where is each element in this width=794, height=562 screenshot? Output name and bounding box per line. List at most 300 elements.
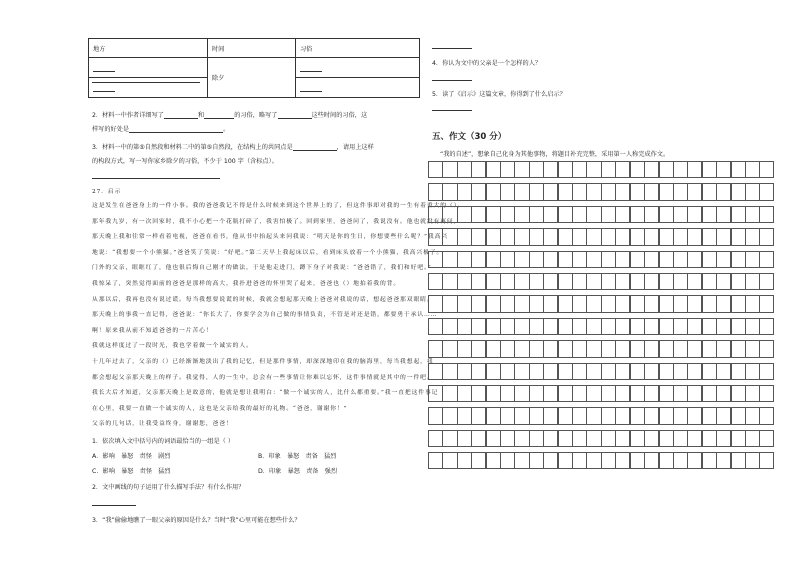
grid-cell[interactable]: [745, 183, 760, 200]
grid-cell[interactable]: [442, 228, 457, 245]
grid-cell[interactable]: [759, 295, 774, 312]
grid-cell[interactable]: [745, 385, 760, 402]
grid-cell[interactable]: [529, 273, 544, 290]
grid-cell[interactable]: [486, 452, 501, 469]
grid-cell[interactable]: [702, 407, 717, 424]
grid-cell[interactable]: [745, 363, 760, 380]
grid-cell[interactable]: [428, 251, 443, 268]
grid-cell[interactable]: [500, 228, 515, 245]
grid-cell[interactable]: [615, 385, 630, 402]
grid-cell[interactable]: [630, 161, 645, 178]
grid-cell[interactable]: [514, 273, 529, 290]
grid-cell[interactable]: [745, 251, 760, 268]
grid-cell[interactable]: [745, 430, 760, 447]
grid-cell[interactable]: [514, 206, 529, 223]
grid-cell[interactable]: [745, 273, 760, 290]
grid-cell[interactable]: [514, 228, 529, 245]
grid-cell[interactable]: [673, 430, 688, 447]
grid-cell[interactable]: [514, 183, 529, 200]
grid-cell[interactable]: [759, 385, 774, 402]
grid-cell[interactable]: [558, 295, 573, 312]
grid-cell[interactable]: [514, 340, 529, 357]
grid-cell[interactable]: [716, 452, 731, 469]
grid-cell[interactable]: [759, 430, 774, 447]
grid-cell[interactable]: [673, 363, 688, 380]
grid-cell[interactable]: [731, 206, 746, 223]
grid-cell[interactable]: [543, 452, 558, 469]
grid-cell[interactable]: [586, 363, 601, 380]
grid-cell[interactable]: [687, 183, 702, 200]
grid-cell[interactable]: [673, 161, 688, 178]
grid-cell[interactable]: [514, 161, 529, 178]
grid-cell[interactable]: [500, 340, 515, 357]
grid-cell[interactable]: [731, 340, 746, 357]
grid-cell[interactable]: [500, 385, 515, 402]
grid-cell[interactable]: [543, 183, 558, 200]
grid-cell[interactable]: [558, 161, 573, 178]
grid-cell[interactable]: [500, 407, 515, 424]
grid-cell[interactable]: [644, 251, 659, 268]
grid-cell[interactable]: [572, 183, 587, 200]
grid-cell[interactable]: [529, 407, 544, 424]
grid-cell[interactable]: [514, 452, 529, 469]
grid-cell[interactable]: [442, 206, 457, 223]
grid-cell[interactable]: [428, 206, 443, 223]
grid-cell[interactable]: [572, 385, 587, 402]
grid-cell[interactable]: [687, 385, 702, 402]
grid-cell[interactable]: [428, 318, 443, 335]
grid-cell[interactable]: [558, 183, 573, 200]
grid-cell[interactable]: [659, 318, 674, 335]
grid-cell[interactable]: [673, 385, 688, 402]
grid-cell[interactable]: [702, 206, 717, 223]
grid-cell[interactable]: [529, 430, 544, 447]
grid-cell[interactable]: [673, 183, 688, 200]
grid-cell[interactable]: [659, 407, 674, 424]
grid-cell[interactable]: [500, 318, 515, 335]
grid-cell[interactable]: [601, 340, 616, 357]
grid-cell[interactable]: [630, 407, 645, 424]
grid-cell[interactable]: [486, 385, 501, 402]
grid-cell[interactable]: [586, 407, 601, 424]
grid-cell[interactable]: [745, 206, 760, 223]
grid-cell[interactable]: [428, 385, 443, 402]
grid-cell[interactable]: [442, 161, 457, 178]
grid-cell[interactable]: [759, 183, 774, 200]
grid-cell[interactable]: [644, 228, 659, 245]
grid-cell[interactable]: [630, 452, 645, 469]
grid-cell[interactable]: [644, 183, 659, 200]
grid-cell[interactable]: [471, 228, 486, 245]
grid-cell[interactable]: [471, 407, 486, 424]
grid-cell[interactable]: [442, 340, 457, 357]
grid-cell[interactable]: [457, 228, 472, 245]
grid-cell[interactable]: [428, 452, 443, 469]
grid-cell[interactable]: [659, 251, 674, 268]
grid-cell[interactable]: [759, 340, 774, 357]
grid-cell[interactable]: [558, 340, 573, 357]
grid-cell[interactable]: [731, 273, 746, 290]
grid-cell[interactable]: [471, 206, 486, 223]
grid-cell[interactable]: [702, 161, 717, 178]
grid-cell[interactable]: [630, 430, 645, 447]
grid-cell[interactable]: [514, 363, 529, 380]
grid-cell[interactable]: [731, 385, 746, 402]
grid-cell[interactable]: [514, 430, 529, 447]
grid-cell[interactable]: [486, 161, 501, 178]
grid-cell[interactable]: [457, 206, 472, 223]
grid-cell[interactable]: [601, 183, 616, 200]
grid-cell[interactable]: [687, 318, 702, 335]
grid-cell[interactable]: [745, 452, 760, 469]
grid-cell[interactable]: [586, 295, 601, 312]
grid-cell[interactable]: [572, 206, 587, 223]
grid-cell[interactable]: [673, 340, 688, 357]
grid-cell[interactable]: [543, 228, 558, 245]
grid-cell[interactable]: [586, 206, 601, 223]
grid-cell[interactable]: [471, 273, 486, 290]
grid-cell[interactable]: [543, 295, 558, 312]
grid-cell[interactable]: [514, 407, 529, 424]
grid-cell[interactable]: [630, 228, 645, 245]
essay-grid[interactable]: [428, 161, 774, 474]
grid-cell[interactable]: [731, 452, 746, 469]
grid-cell[interactable]: [457, 295, 472, 312]
grid-cell[interactable]: [601, 273, 616, 290]
grid-cell[interactable]: [428, 273, 443, 290]
grid-cell[interactable]: [745, 340, 760, 357]
grid-cell[interactable]: [615, 407, 630, 424]
grid-cell[interactable]: [673, 228, 688, 245]
grid-cell[interactable]: [529, 452, 544, 469]
grid-cell[interactable]: [428, 161, 443, 178]
grid-cell[interactable]: [471, 452, 486, 469]
grid-cell[interactable]: [428, 340, 443, 357]
grid-cell[interactable]: [457, 430, 472, 447]
grid-cell[interactable]: [457, 407, 472, 424]
grid-cell[interactable]: [572, 273, 587, 290]
grid-cell[interactable]: [586, 385, 601, 402]
grid-cell[interactable]: [572, 407, 587, 424]
grid-cell[interactable]: [486, 363, 501, 380]
grid-cell[interactable]: [558, 363, 573, 380]
grid-cell[interactable]: [716, 295, 731, 312]
grid-cell[interactable]: [428, 228, 443, 245]
grid-cell[interactable]: [486, 183, 501, 200]
grid-cell[interactable]: [543, 273, 558, 290]
grid-cell[interactable]: [586, 161, 601, 178]
grid-cell[interactable]: [731, 228, 746, 245]
grid-cell[interactable]: [759, 407, 774, 424]
grid-cell[interactable]: [644, 318, 659, 335]
grid-cell[interactable]: [687, 407, 702, 424]
grid-cell[interactable]: [457, 183, 472, 200]
grid-cell[interactable]: [687, 295, 702, 312]
grid-cell[interactable]: [702, 340, 717, 357]
grid-cell[interactable]: [471, 318, 486, 335]
grid-cell[interactable]: [702, 318, 717, 335]
grid-cell[interactable]: [659, 228, 674, 245]
grid-cell[interactable]: [630, 206, 645, 223]
grid-cell[interactable]: [702, 430, 717, 447]
grid-cell[interactable]: [500, 295, 515, 312]
grid-cell[interactable]: [630, 318, 645, 335]
grid-cell[interactable]: [716, 363, 731, 380]
grid-cell[interactable]: [529, 206, 544, 223]
grid-cell[interactable]: [529, 385, 544, 402]
grid-cell[interactable]: [716, 206, 731, 223]
grid-cell[interactable]: [572, 295, 587, 312]
grid-cell[interactable]: [687, 206, 702, 223]
grid-cell[interactable]: [486, 228, 501, 245]
grid-cell[interactable]: [644, 295, 659, 312]
grid-cell[interactable]: [457, 251, 472, 268]
grid-cell[interactable]: [644, 161, 659, 178]
grid-cell[interactable]: [702, 363, 717, 380]
grid-cell[interactable]: [471, 430, 486, 447]
grid-cell[interactable]: [572, 430, 587, 447]
grid-cell[interactable]: [529, 340, 544, 357]
grid-cell[interactable]: [572, 161, 587, 178]
grid-cell[interactable]: [514, 251, 529, 268]
grid-cell[interactable]: [687, 273, 702, 290]
grid-cell[interactable]: [759, 228, 774, 245]
grid-cell[interactable]: [659, 161, 674, 178]
grid-cell[interactable]: [745, 407, 760, 424]
grid-cell[interactable]: [442, 273, 457, 290]
grid-cell[interactable]: [759, 318, 774, 335]
grid-cell[interactable]: [615, 273, 630, 290]
grid-cell[interactable]: [601, 430, 616, 447]
grid-cell[interactable]: [500, 206, 515, 223]
grid-cell[interactable]: [630, 251, 645, 268]
grid-cell[interactable]: [731, 161, 746, 178]
grid-cell[interactable]: [630, 183, 645, 200]
grid-cell[interactable]: [615, 206, 630, 223]
grid-cell[interactable]: [702, 183, 717, 200]
grid-cell[interactable]: [615, 363, 630, 380]
grid-cell[interactable]: [558, 251, 573, 268]
grid-cell[interactable]: [630, 363, 645, 380]
grid-cell[interactable]: [601, 385, 616, 402]
grid-cell[interactable]: [659, 452, 674, 469]
grid-cell[interactable]: [586, 251, 601, 268]
grid-cell[interactable]: [500, 183, 515, 200]
grid-cell[interactable]: [615, 183, 630, 200]
grid-cell[interactable]: [529, 251, 544, 268]
grid-cell[interactable]: [486, 407, 501, 424]
grid-cell[interactable]: [586, 228, 601, 245]
grid-cell[interactable]: [514, 318, 529, 335]
grid-cell[interactable]: [514, 295, 529, 312]
grid-cell[interactable]: [457, 340, 472, 357]
grid-cell[interactable]: [716, 318, 731, 335]
grid-cell[interactable]: [543, 340, 558, 357]
grid-cell[interactable]: [558, 273, 573, 290]
grid-cell[interactable]: [716, 385, 731, 402]
grid-cell[interactable]: [572, 452, 587, 469]
grid-cell[interactable]: [759, 161, 774, 178]
grid-cell[interactable]: [457, 385, 472, 402]
grid-cell[interactable]: [558, 228, 573, 245]
grid-cell[interactable]: [558, 206, 573, 223]
grid-cell[interactable]: [601, 407, 616, 424]
grid-cell[interactable]: [702, 452, 717, 469]
grid-cell[interactable]: [630, 295, 645, 312]
grid-cell[interactable]: [716, 183, 731, 200]
grid-cell[interactable]: [702, 385, 717, 402]
grid-cell[interactable]: [543, 161, 558, 178]
grid-cell[interactable]: [586, 273, 601, 290]
grid-cell[interactable]: [659, 340, 674, 357]
grid-cell[interactable]: [457, 161, 472, 178]
grid-cell[interactable]: [486, 318, 501, 335]
grid-cell[interactable]: [687, 452, 702, 469]
grid-cell[interactable]: [586, 318, 601, 335]
grid-cell[interactable]: [716, 340, 731, 357]
grid-cell[interactable]: [716, 430, 731, 447]
grid-cell[interactable]: [457, 318, 472, 335]
grid-cell[interactable]: [615, 228, 630, 245]
grid-cell[interactable]: [731, 183, 746, 200]
grid-cell[interactable]: [572, 363, 587, 380]
grid-cell[interactable]: [428, 407, 443, 424]
grid-cell[interactable]: [529, 161, 544, 178]
grid-cell[interactable]: [558, 452, 573, 469]
grid-cell[interactable]: [615, 295, 630, 312]
grid-cell[interactable]: [500, 273, 515, 290]
grid-cell[interactable]: [457, 273, 472, 290]
grid-cell[interactable]: [586, 183, 601, 200]
grid-cell[interactable]: [673, 251, 688, 268]
grid-cell[interactable]: [659, 183, 674, 200]
grid-cell[interactable]: [471, 183, 486, 200]
grid-cell[interactable]: [543, 318, 558, 335]
grid-cell[interactable]: [558, 407, 573, 424]
grid-cell[interactable]: [601, 161, 616, 178]
grid-cell[interactable]: [500, 161, 515, 178]
grid-cell[interactable]: [702, 228, 717, 245]
grid-cell[interactable]: [659, 363, 674, 380]
grid-cell[interactable]: [687, 340, 702, 357]
grid-cell[interactable]: [702, 251, 717, 268]
grid-cell[interactable]: [673, 407, 688, 424]
grid-cell[interactable]: [442, 295, 457, 312]
grid-cell[interactable]: [731, 407, 746, 424]
grid-cell[interactable]: [644, 273, 659, 290]
grid-cell[interactable]: [601, 206, 616, 223]
grid-cell[interactable]: [644, 430, 659, 447]
grid-cell[interactable]: [745, 318, 760, 335]
grid-cell[interactable]: [543, 206, 558, 223]
grid-cell[interactable]: [428, 430, 443, 447]
grid-cell[interactable]: [457, 363, 472, 380]
grid-cell[interactable]: [745, 161, 760, 178]
grid-cell[interactable]: [428, 183, 443, 200]
grid-cell[interactable]: [442, 452, 457, 469]
grid-cell[interactable]: [529, 228, 544, 245]
grid-cell[interactable]: [702, 295, 717, 312]
grid-cell[interactable]: [659, 273, 674, 290]
grid-cell[interactable]: [687, 161, 702, 178]
grid-cell[interactable]: [716, 161, 731, 178]
grid-cell[interactable]: [601, 318, 616, 335]
grid-cell[interactable]: [586, 452, 601, 469]
grid-cell[interactable]: [716, 407, 731, 424]
grid-cell[interactable]: [486, 340, 501, 357]
grid-cell[interactable]: [572, 318, 587, 335]
grid-cell[interactable]: [500, 363, 515, 380]
grid-cell[interactable]: [673, 318, 688, 335]
grid-cell[interactable]: [615, 430, 630, 447]
grid-cell[interactable]: [471, 363, 486, 380]
grid-cell[interactable]: [673, 206, 688, 223]
grid-cell[interactable]: [716, 273, 731, 290]
grid-cell[interactable]: [716, 228, 731, 245]
grid-cell[interactable]: [615, 318, 630, 335]
grid-cell[interactable]: [630, 273, 645, 290]
grid-cell[interactable]: [601, 452, 616, 469]
grid-cell[interactable]: [586, 430, 601, 447]
grid-cell[interactable]: [442, 251, 457, 268]
grid-cell[interactable]: [615, 251, 630, 268]
grid-cell[interactable]: [745, 228, 760, 245]
grid-cell[interactable]: [442, 183, 457, 200]
grid-cell[interactable]: [486, 273, 501, 290]
grid-cell[interactable]: [659, 430, 674, 447]
grid-cell[interactable]: [572, 340, 587, 357]
grid-cell[interactable]: [759, 452, 774, 469]
grid-cell[interactable]: [543, 385, 558, 402]
grid-cell[interactable]: [500, 251, 515, 268]
grid-cell[interactable]: [558, 385, 573, 402]
grid-cell[interactable]: [529, 363, 544, 380]
grid-cell[interactable]: [442, 385, 457, 402]
grid-cell[interactable]: [543, 407, 558, 424]
grid-cell[interactable]: [572, 228, 587, 245]
grid-cell[interactable]: [673, 452, 688, 469]
grid-cell[interactable]: [759, 273, 774, 290]
grid-cell[interactable]: [673, 273, 688, 290]
grid-cell[interactable]: [615, 161, 630, 178]
grid-cell[interactable]: [731, 295, 746, 312]
grid-cell[interactable]: [529, 318, 544, 335]
grid-cell[interactable]: [702, 273, 717, 290]
grid-cell[interactable]: [601, 228, 616, 245]
grid-cell[interactable]: [586, 340, 601, 357]
grid-cell[interactable]: [558, 318, 573, 335]
grid-cell[interactable]: [471, 385, 486, 402]
grid-cell[interactable]: [644, 385, 659, 402]
grid-cell[interactable]: [615, 452, 630, 469]
grid-cell[interactable]: [615, 340, 630, 357]
grid-cell[interactable]: [558, 430, 573, 447]
grid-cell[interactable]: [500, 430, 515, 447]
grid-cell[interactable]: [731, 251, 746, 268]
grid-cell[interactable]: [442, 363, 457, 380]
grid-cell[interactable]: [687, 251, 702, 268]
grid-cell[interactable]: [601, 251, 616, 268]
grid-cell[interactable]: [659, 295, 674, 312]
grid-cell[interactable]: [759, 251, 774, 268]
grid-cell[interactable]: [486, 206, 501, 223]
grid-cell[interactable]: [687, 363, 702, 380]
grid-cell[interactable]: [659, 385, 674, 402]
grid-cell[interactable]: [644, 363, 659, 380]
grid-cell[interactable]: [731, 363, 746, 380]
grid-cell[interactable]: [644, 206, 659, 223]
grid-cell[interactable]: [731, 318, 746, 335]
